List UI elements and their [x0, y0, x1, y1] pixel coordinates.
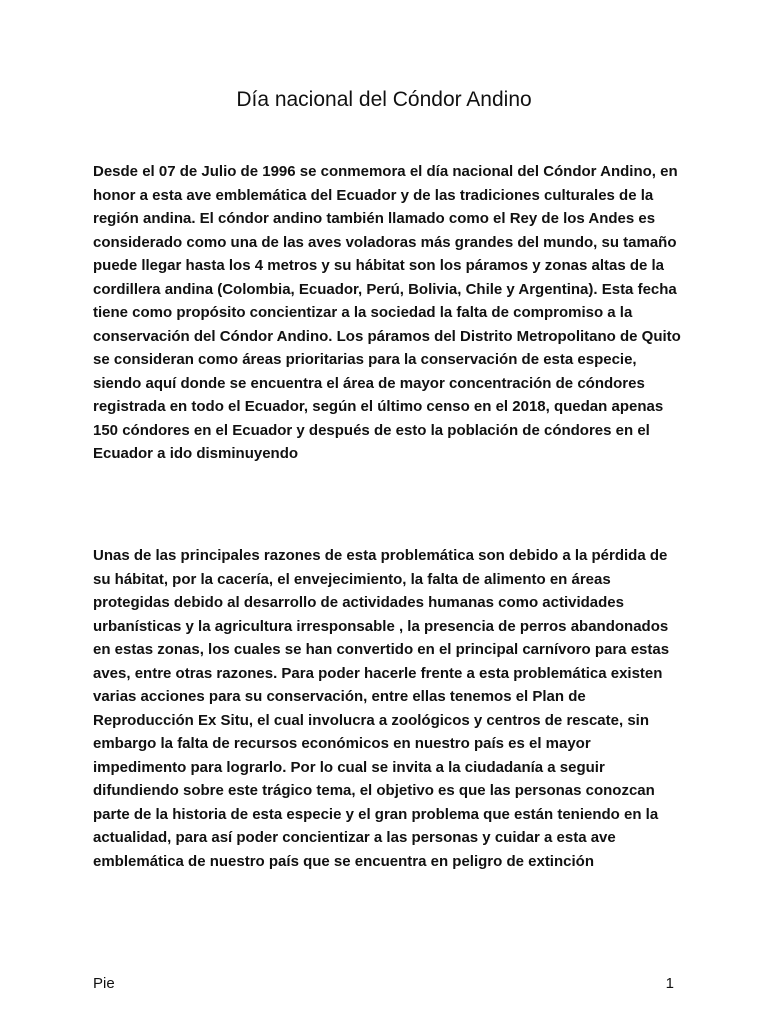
footer-label: Pie: [93, 975, 115, 992]
paragraph-intro: Desde el 07 de Julio de 1996 se conmemora el día nacional del Cóndor Andino, en honor a esta ave emblemática del Ecuador y de las tradiciones culturales de la región andina. El cóndor andino también llamado como el Rey de los Andes es considerado como una de las aves voladoras más grandes del mundo, su tamaño puede llegar hasta los 4 metros y su hábitat son los páramos y zonas altas de la cordillera andina (Colombia, Ecuador, Perú, Bolivia, Chile y Argentina). Esta fecha tiene como propósito concientizar a la sociedad la falta de compromiso a la conservación del Cóndor Andino. Los páramos del Distrito Metropolitano de Quito se consideran como áreas prioritarias para la conservación de esta especie, siendo aquí donde se encuentra el área de mayor concentración de cóndores registrada en todo el Ecuador, según el último censo en el 2018, quedan apenas 150 cóndores en el Ecuador y después de esto la población de cóndores en el Ecuador a ido disminuyendo: [93, 163, 681, 462]
document-title: Día nacional del Cóndor Andino: [236, 88, 532, 111]
page-number: 1: [665, 975, 674, 992]
paragraph-causes: Unas de las principales razones de esta problemática son debido a la pérdida de su hábitat, por la cacería, el envejecimiento, la falta de alimento en áreas protegidas debido al desarrollo de actividades humanas como actividades urbanísticas y la agricultura irresponsable , la presencia de perros abandonados en estas zonas, los cuales se han convertido en el principal carnívoro para estas aves, entre otras razones. Para poder hacerle frente a esta problemática existen varias acciones para su conservación, entre ellas tenemos el Plan de Reproducción Ex Situ, el cual involucra a zoológicos y centros de rescate, sin embargo la falta de recursos económicos en nuestro país es el mayor impedimento para lograrlo. Por lo cual se invita a la ciudadanía a seguir difundiendo sobre este trágico tema, el objetivo es que las personas conozcan parte de la historia de esta especie y el gran problema que están teniendo en la actualidad, para así poder concientizar a las personas y cuidar a esta ave emblemática de nuestro país que se encuentra en peligro de extinción: [93, 547, 670, 870]
